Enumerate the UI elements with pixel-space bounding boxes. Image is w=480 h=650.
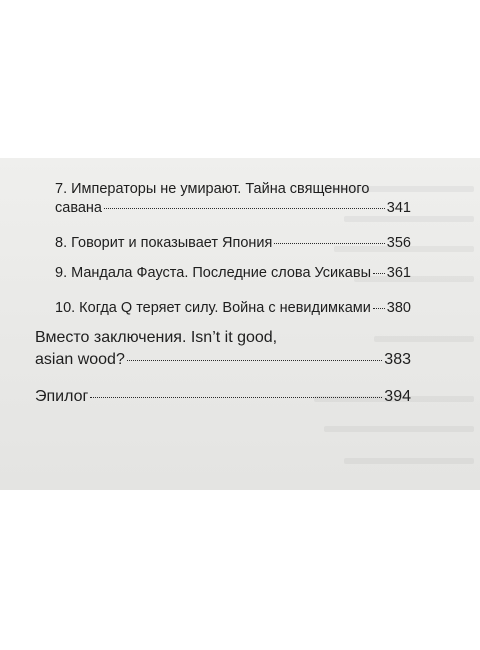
toc-page-number: 380 <box>386 300 411 316</box>
toc-entry-conclusion[interactable] <box>35 327 411 371</box>
dot-leader <box>274 243 384 244</box>
toc-entry-title: 10. Когда Q теряет силу. Война с невидимками <box>55 300 371 316</box>
toc-entry-chapter-7[interactable] <box>55 180 411 218</box>
toc-page-number: 341 <box>386 200 411 216</box>
toc-entry-chapter-10[interactable] <box>55 299 411 318</box>
toc-entry-title: 8. Говорит и показывает Япония <box>55 235 273 251</box>
toc-page-number: 383 <box>384 351 411 368</box>
book-page <box>0 158 480 490</box>
bleed-through-text <box>344 458 474 464</box>
toc-entry-row <box>55 199 411 218</box>
dot-leader <box>127 360 382 361</box>
dot-leader <box>90 397 382 398</box>
toc-entry-epilogue[interactable] <box>35 386 411 408</box>
toc-entry-row <box>35 386 411 408</box>
toc-entry-title: asian wood? <box>35 351 125 368</box>
toc-entry-title-line: Вместо заключения. Isn’t it good, <box>35 329 278 346</box>
toc-entry-title-line: 7. Императоры не умирают. Тайна священного <box>55 181 370 197</box>
toc-page-number: 356 <box>386 235 411 251</box>
toc-entry-title: Эпилог <box>35 388 89 405</box>
toc-entry-chapter-8[interactable] <box>55 234 411 253</box>
toc-entry-chapter-9[interactable] <box>55 264 411 283</box>
toc-entry-row <box>55 234 411 253</box>
toc-page-number: 361 <box>386 265 411 281</box>
bleed-through-text <box>324 426 474 432</box>
toc-page-number: 394 <box>384 388 411 405</box>
toc-entry-row <box>55 264 411 283</box>
dot-leader <box>104 208 385 209</box>
toc-entry-row <box>55 299 411 318</box>
toc-entry-title: 9. Мандала Фауста. Последние слова Усикавы <box>55 265 371 281</box>
toc-entry-row <box>35 349 411 371</box>
toc-entry-title: савана <box>55 200 102 216</box>
dot-leader <box>373 308 385 309</box>
dot-leader <box>373 273 385 274</box>
